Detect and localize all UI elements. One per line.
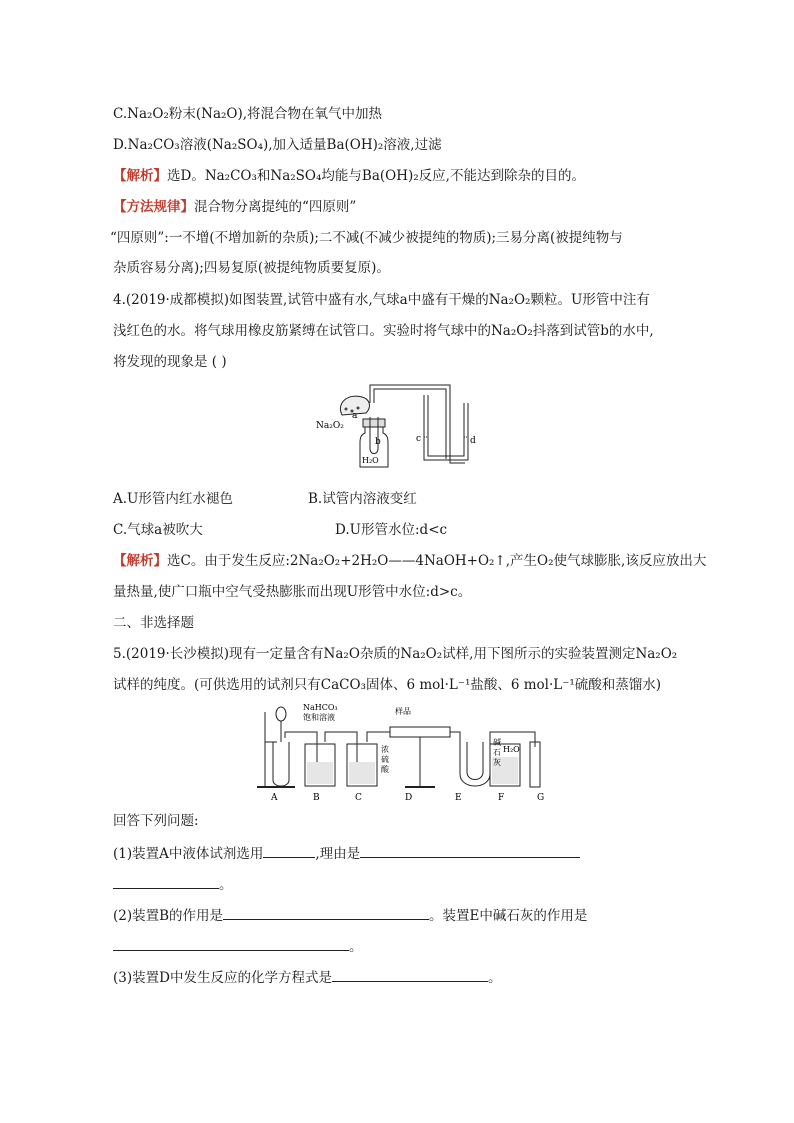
- method-body-2: 杂质容易分离);四易复原(被提纯物质要复原)。: [113, 260, 390, 276]
- method-line: [113, 198, 356, 216]
- answer-blank-2[interactable]: [360, 843, 580, 858]
- apparatus-label-e: E: [455, 793, 462, 802]
- label-d: d: [470, 436, 476, 446]
- answer-blank-4[interactable]: [223, 905, 429, 920]
- analysis-line: [113, 167, 585, 185]
- lime-label-3: 灰: [493, 758, 501, 767]
- answer-blank-6[interactable]: [332, 967, 488, 982]
- question-5-line-2: 试样的纯度。(可供选用的试剂只有CaCO₃固体、6 mol·L⁻¹盐酸、6 mol·L⁻¹硫酸和蒸馏水): [113, 677, 662, 693]
- lime-label-1: 碱: [493, 738, 501, 747]
- tube-d: [390, 727, 450, 737]
- method-title: 混合物分离提纯的“四原则”: [194, 199, 357, 215]
- acid-label-1: 浓: [381, 745, 389, 754]
- answer-prompt: 回答下列问题:: [113, 813, 199, 829]
- water-label: H₂O: [362, 456, 379, 465]
- flask-a: [273, 742, 289, 786]
- water-label-f: H₂O: [503, 745, 520, 754]
- figure-purity-apparatus: [255, 702, 550, 802]
- method-body-1: “四原则”:一不增(不增加新的杂质);二不减(不减少被提纯的物质);三易分离(被提纯物与: [110, 230, 623, 246]
- apparatus-label-d: D: [405, 793, 413, 802]
- nahco3-label: NaHCO₃: [303, 703, 338, 712]
- q5-2-end: 。: [349, 939, 363, 955]
- analysis-tag: 【解析】: [113, 168, 167, 184]
- question-4-line-2: 浅红色的水。将气球用橡皮筋紧缚在试管口。实验时将气球中的Na₂O₂抖落到试管b的水中,: [113, 323, 654, 339]
- analysis2-line-2: 量热量,使广口瓶中空气受热膨胀而出现U形管中水位:d>c。: [113, 584, 472, 600]
- q5-part-1: [113, 843, 580, 863]
- q5-3-end: 。: [487, 970, 502, 986]
- q5-2-second: 。装置E中碱石灰的作用是: [429, 908, 588, 924]
- q5-part-2-cont: [113, 936, 363, 956]
- q4-option-a: A.U形管内红水褪色: [113, 491, 233, 507]
- q4-option-d: D.U形管水位:d<c: [335, 522, 448, 538]
- answer-blank-1[interactable]: [263, 843, 315, 858]
- analysis2-line-1: [113, 552, 706, 570]
- label-c: c: [416, 434, 422, 444]
- section-title: 二、非选择题: [113, 615, 194, 631]
- q5-2-text: (2)装置B的作用是: [113, 908, 224, 924]
- q5-part-2: [113, 905, 587, 925]
- figure-u-tube-apparatus: [310, 375, 485, 470]
- apparatus-label-g: G: [537, 793, 545, 802]
- lime-label-2: 石: [493, 748, 501, 757]
- apparatus-label-a: A: [271, 793, 278, 802]
- saturated-label: 饱和溶液: [303, 713, 335, 722]
- question-4-line-1: 4.(2019·成都模拟)如图装置,试管中盛有水,气球a中盛有干燥的Na₂O₂颗粒。U形管中注有: [113, 292, 650, 308]
- option-c: C.Na₂O₂粉末(Na₂O),将混合物在氧气中加热: [113, 106, 383, 122]
- na2o2-label: Na₂O₂: [316, 421, 344, 431]
- q5-1-reason: ,理由是: [315, 846, 361, 862]
- analysis2-text: 选C。由于发生反应:2Na₂O₂+2H₂O——4NaOH+O₂↑,产生O₂使气球膨胀,该反应放出大: [167, 553, 707, 569]
- question-5-line-1: 5.(2019·长沙模拟)现有一定量含有Na₂O杂质的Na₂O₂试样,用下图所示的实验装置测定Na₂O₂: [113, 646, 678, 662]
- method-tag: 【方法规律】: [113, 199, 194, 215]
- q5-part-1-cont: [113, 874, 233, 894]
- sample-label: 样品: [395, 707, 411, 716]
- label-a: a: [352, 411, 358, 421]
- apparatus-label-f: F: [498, 793, 505, 802]
- acid-label-3: 酸: [381, 765, 389, 774]
- apparatus-label-c: C: [355, 793, 362, 802]
- q4-option-b: B.试管内溶液变红: [308, 491, 417, 507]
- cylinder-g: [530, 742, 540, 787]
- q4-option-c: C.气球a被吹大: [113, 522, 203, 538]
- question-4-line-3: 将发现的现象是 ( ): [113, 354, 227, 370]
- answer-blank-3[interactable]: [113, 874, 219, 889]
- stopper: [363, 419, 385, 427]
- analysis2-tag: 【解析】: [113, 553, 167, 569]
- dropping-funnel: [276, 707, 286, 721]
- answer-blank-5[interactable]: [113, 936, 349, 951]
- q5-3-text: (3)装置D中发生反应的化学方程式是: [113, 970, 332, 986]
- q5-part-3: [113, 967, 501, 987]
- analysis-text: 选D。Na₂CO₃和Na₂SO₄均能与Ba(OH)₂反应,不能达到除杂的目的。: [167, 168, 585, 184]
- acid-label-2: 硫: [381, 755, 389, 764]
- q5-1-text: (1)装置A中液体试剂选用: [113, 846, 264, 862]
- label-b: b: [375, 437, 381, 447]
- q5-1-end: 。: [219, 877, 233, 893]
- option-d: D.Na₂CO₃溶液(Na₂SO₄),加入适量Ba(OH)₂溶液,过滤: [113, 137, 442, 153]
- apparatus-label-b: B: [313, 793, 320, 802]
